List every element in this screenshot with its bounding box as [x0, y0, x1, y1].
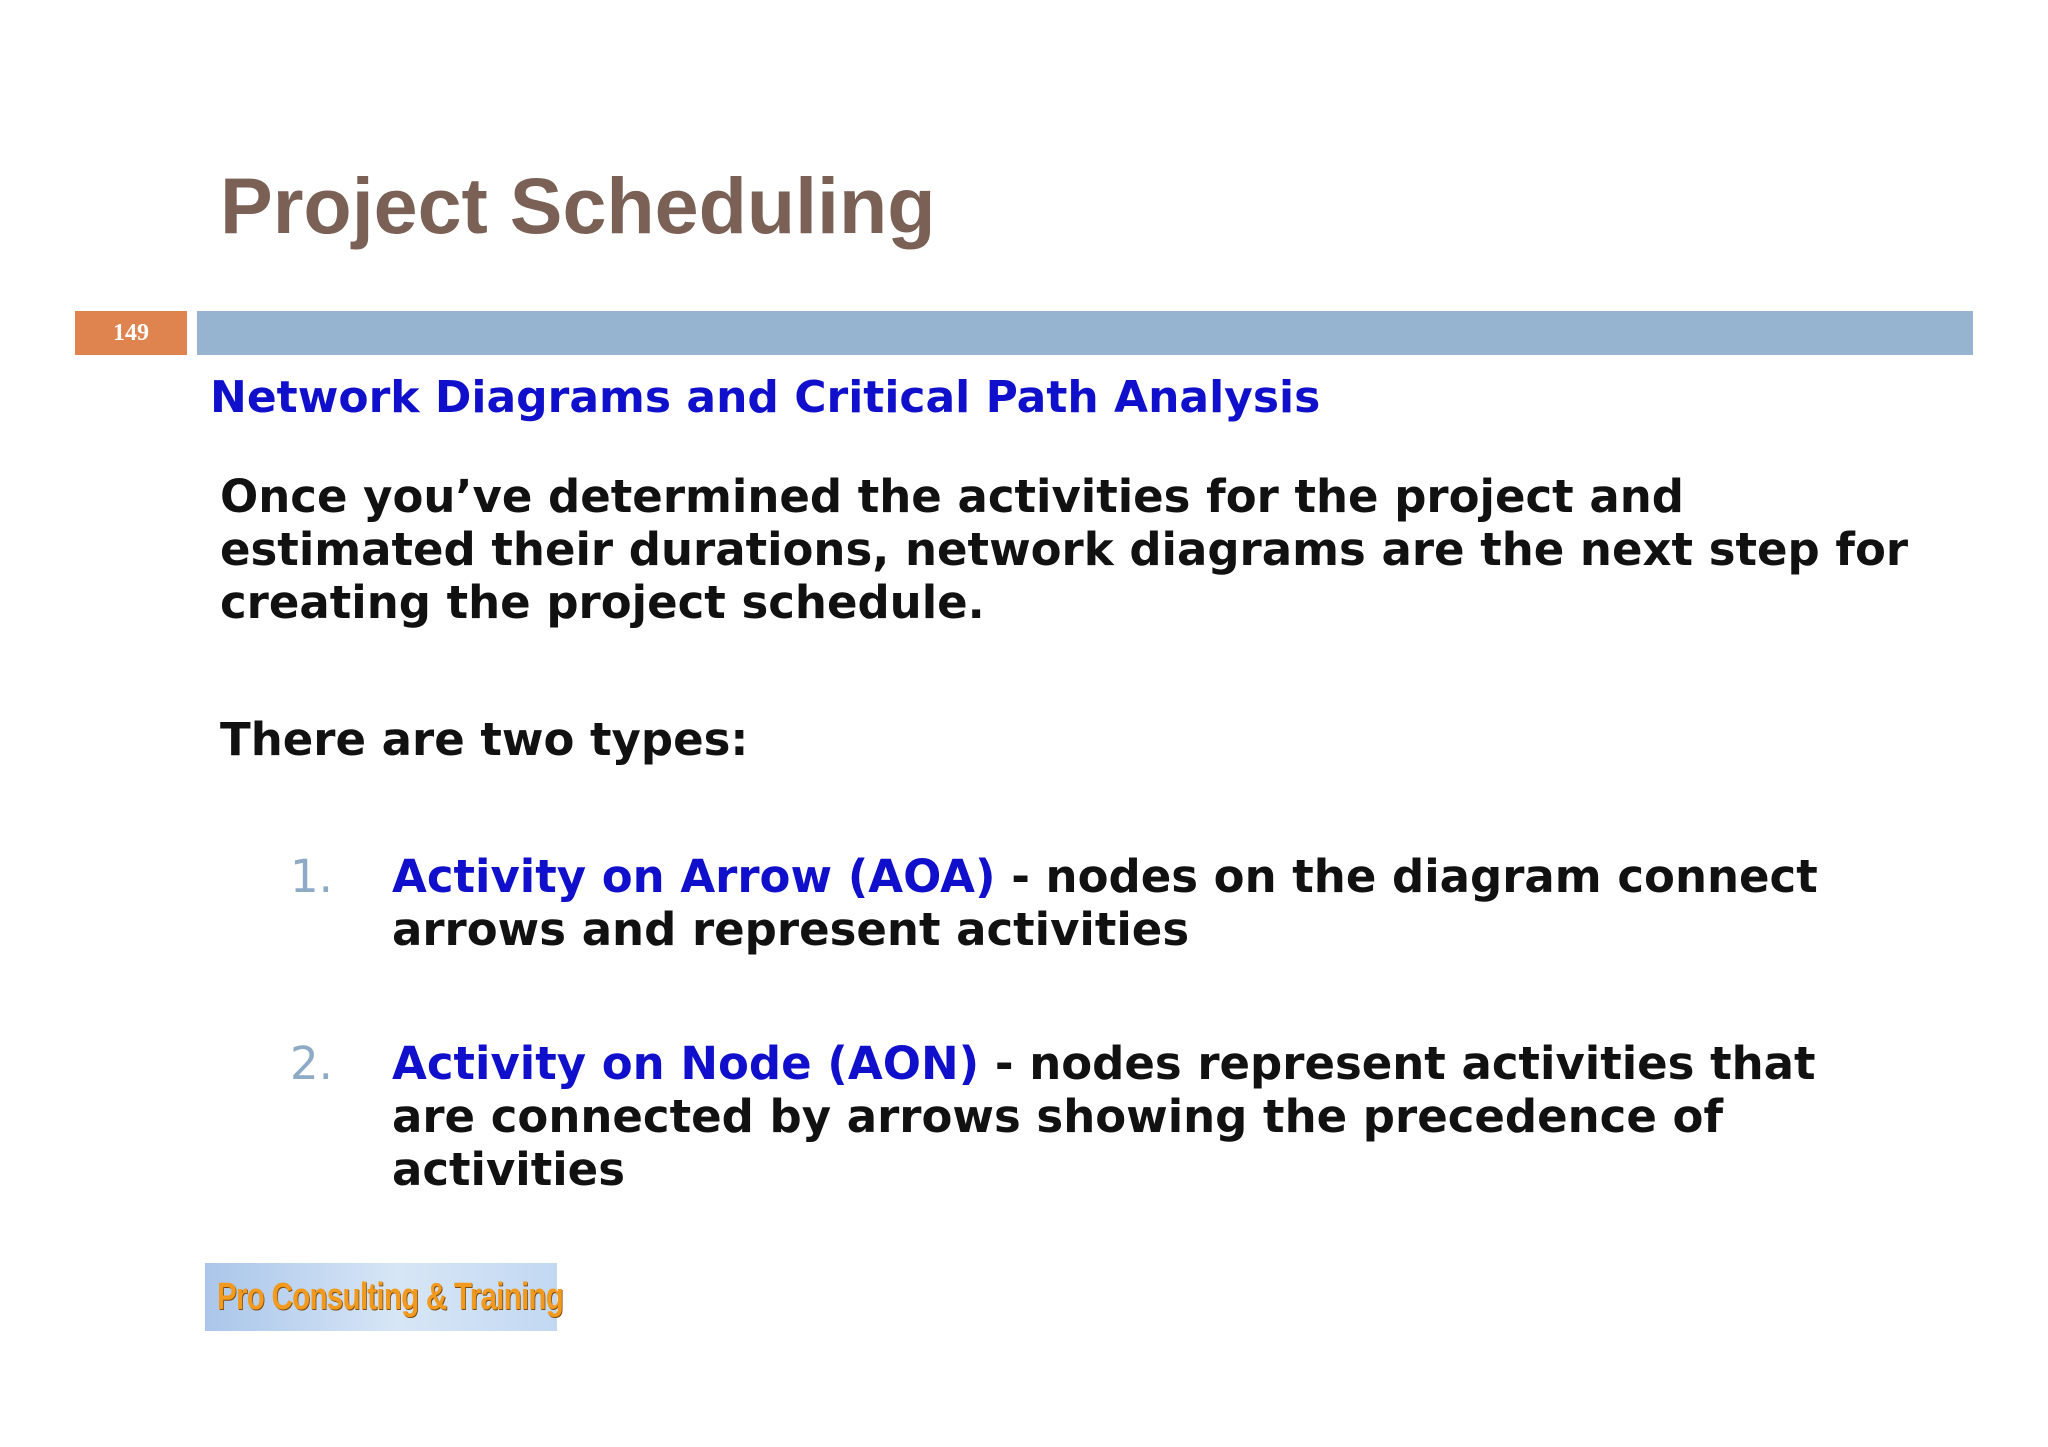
list-item-number: 1. — [290, 850, 333, 903]
header-divider-bar — [197, 311, 1973, 355]
list-item-number: 2. — [290, 1037, 333, 1090]
list-item-description: - nodes on the diagram connect arrows and represent activities — [392, 850, 1818, 956]
page-number-badge: 149 — [75, 311, 187, 355]
intro-paragraph: Once you’ve determined the activities for the project and estimated their durations, network diagrams are the next step for creating the project schedule. — [220, 470, 1909, 629]
slide-title: Project Scheduling — [220, 161, 936, 250]
types-heading: There are two types: — [220, 713, 749, 766]
slide-subtitle: Network Diagrams and Critical Path Analysis — [210, 372, 1321, 423]
list-item-text — [392, 850, 1892, 956]
company-logo — [205, 1263, 564, 1331]
list-item-text — [392, 1037, 1892, 1196]
list-item-term: Activity on Node (AON) — [392, 1037, 980, 1090]
logo-text: Pro Consulting & Training — [217, 1276, 564, 1318]
list-item-description: - nodes represent activities that are connected by arrows showing the precedence of activities — [392, 1037, 1816, 1196]
list-item-term: Activity on Arrow (AOA) — [392, 850, 996, 903]
